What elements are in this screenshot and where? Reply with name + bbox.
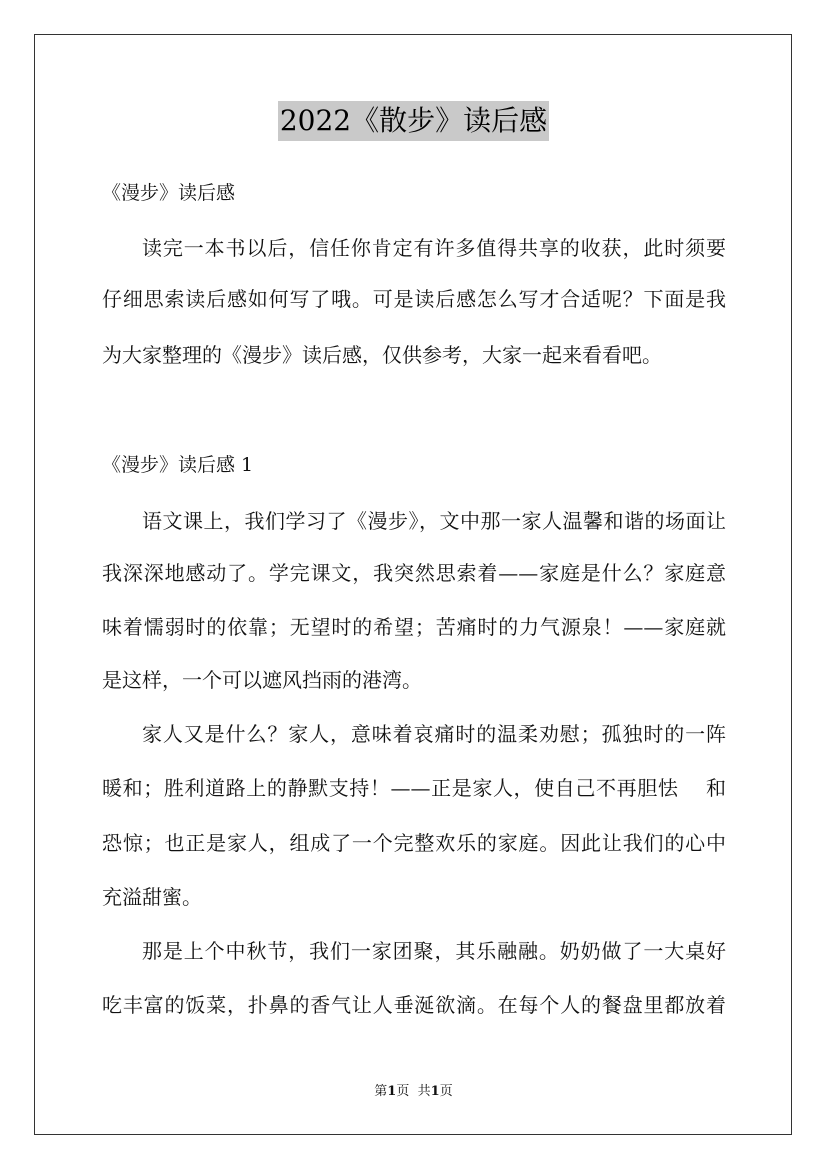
para2-line-1: 家人又是什么？家人，意味着哀痛时的温柔劝慰；孤独时的一阵: [142, 722, 726, 746]
document-title: 2022《散步》读后感: [278, 101, 549, 141]
para3-line-2: 吃丰富的饭菜，扑鼻的香气让人垂涎欲滴。在每个人的餐盘里都放着: [102, 993, 726, 1017]
para2-line-3: 恐惊；也正是家人，组成了一个完整欢乐的家庭。因此让我们的心中: [102, 831, 726, 855]
para3-line-1: 那是上个中秋节，我们一家团聚，其乐融融。奶奶做了一大桌好: [142, 939, 726, 963]
intro-line-2: 仔细思索读后感如何写了哦。可是读后感怎么写才合适呢？下面是我: [102, 287, 726, 311]
page-footer: [0, 1083, 827, 1101]
intro-line-3: 为大家整理的《漫步》读后感，仅供参考，大家一起来看看吧。: [102, 343, 662, 367]
footer-page-prefix: 第: [374, 1084, 388, 1099]
para2-line-2: 暖和；胜利道路上的静默支持！——正是家人，使自己不再胆怯 和: [102, 776, 726, 800]
para2-line-4: 充溢甜蜜。: [102, 885, 202, 909]
intro-line-1: 读完一本书以后，信任你肯定有许多值得共享的收获，此时须要: [142, 236, 726, 260]
para1-line-4: 是这样，一个可以遮风挡雨的港湾。: [102, 668, 422, 692]
footer-page-number: 1: [387, 1084, 397, 1099]
footer-total-number: 1: [430, 1084, 440, 1099]
para1-line-1: 语文课上，我们学习了《漫步》，文中那一家人温馨和谐的场面让: [142, 509, 726, 533]
footer-total-prefix: 共: [417, 1084, 431, 1099]
subtitle: 《漫步》读后感: [102, 182, 236, 204]
title-container: [0, 101, 827, 141]
section-heading: 《漫步》读后感 1: [102, 454, 254, 476]
footer-page-suffix: 页: [396, 1084, 410, 1099]
para1-line-3: 味着懦弱时的依靠；无望时的希望；苦痛时的力气源泉！——家庭就: [102, 615, 726, 639]
para1-line-2: 我深深地感动了。学完课文，我突然思索着——家庭是什么？家庭意: [102, 561, 726, 585]
footer-total-suffix: 页: [439, 1084, 453, 1099]
